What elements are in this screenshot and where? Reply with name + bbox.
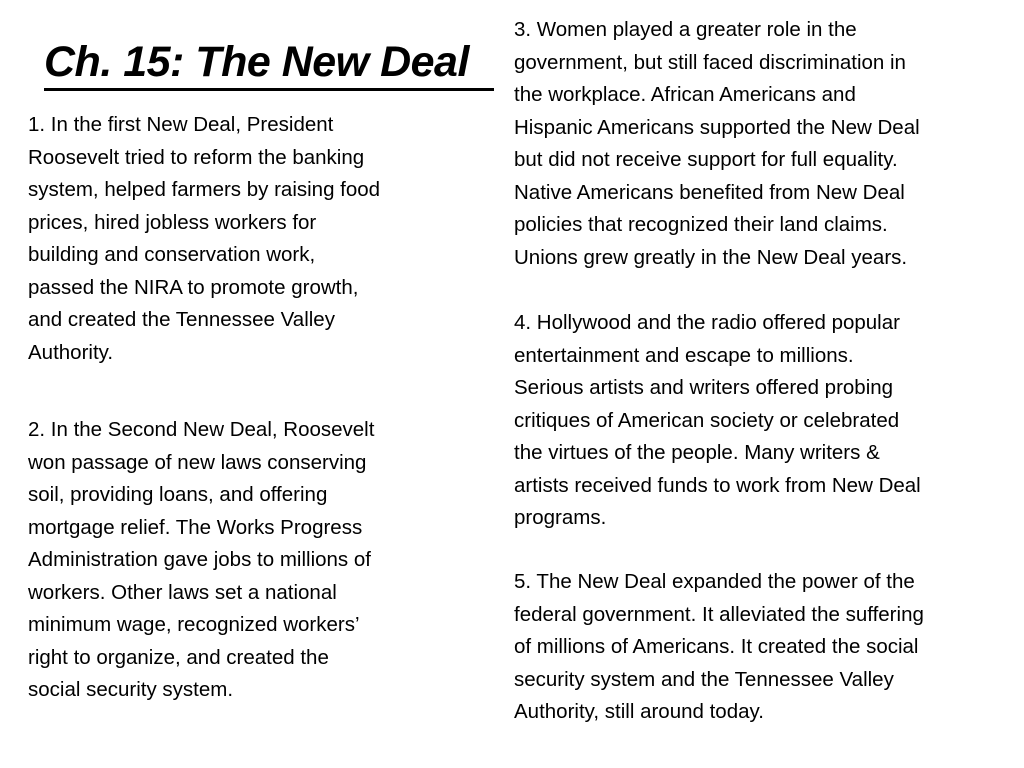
- text-line: right to organize, and created the: [28, 645, 329, 669]
- text-line: critiques of American society or celebrated: [514, 408, 900, 432]
- paragraph-3: [514, 14, 920, 274]
- text-line: Roosevelt tried to reform the banking: [28, 145, 365, 169]
- text-line: government, but still faced discrimination in: [514, 50, 906, 74]
- text-line: Hispanic Americans supported the New Deal: [514, 115, 920, 139]
- text-line: 3. Women played a greater role in the: [514, 18, 857, 41]
- text-line: Native Americans benefited from New Deal: [514, 180, 905, 204]
- paragraph-4: [514, 307, 921, 535]
- text-line: security system and the Tennessee Valley: [514, 667, 894, 691]
- text-line: programs.: [514, 506, 607, 529]
- text-line: soil, providing loans, and offering: [28, 483, 328, 506]
- text-line: minimum wage, recognized workers’: [28, 613, 360, 636]
- text-line: of millions of Americans. It created the social: [514, 635, 919, 658]
- text-line: Authority.: [28, 340, 114, 364]
- text-line: policies that recognized their land claims.: [514, 213, 888, 236]
- text-line: entertainment and escape to millions.: [514, 343, 854, 367]
- text-line: mortgage relief. The Works Progress: [28, 515, 363, 539]
- text-line: Authority, still around today.: [514, 700, 764, 723]
- paragraph-1: [28, 109, 380, 369]
- text-line: 5. The New Deal expanded the power of the: [514, 570, 915, 593]
- text-line: prices, hired jobless workers for: [28, 210, 317, 234]
- text-line: and created the Tennessee Valley: [28, 308, 335, 331]
- text-line: Serious artists and writers offered probing: [514, 376, 894, 399]
- text-line: 2. In the Second New Deal, Roosevelt: [28, 418, 375, 441]
- text-line: the virtues of the people. Many writers &: [514, 441, 880, 464]
- text-line: won passage of new laws conserving: [28, 450, 367, 474]
- text-line: system, helped farmers by raising food: [28, 178, 381, 201]
- text-line: federal government. It alleviated the suffering: [514, 602, 924, 626]
- text-line: 1. In the first New Deal, President: [28, 113, 334, 136]
- title-underline: [44, 88, 494, 91]
- text-line: artists received funds to work from New Deal: [514, 473, 921, 497]
- text-line: the workplace. African Americans and: [514, 83, 856, 106]
- slide-title: Ch. 15: The New Deal: [44, 38, 469, 86]
- text-line: social security system.: [28, 678, 234, 701]
- text-line: 4. Hollywood and the radio offered popular: [514, 311, 900, 334]
- text-line: building and conservation work,: [28, 243, 316, 266]
- text-line: workers. Other laws set a national: [28, 580, 337, 604]
- text-line: but did not receive support for full equality.: [514, 148, 898, 171]
- text-line: Administration gave jobs to millions of: [28, 548, 371, 571]
- paragraph-2: [28, 414, 374, 707]
- paragraph-5: [514, 566, 924, 729]
- text-line: Unions grew greatly in the New Deal years.: [514, 245, 908, 269]
- text-line: passed the NIRA to promote growth,: [28, 275, 359, 299]
